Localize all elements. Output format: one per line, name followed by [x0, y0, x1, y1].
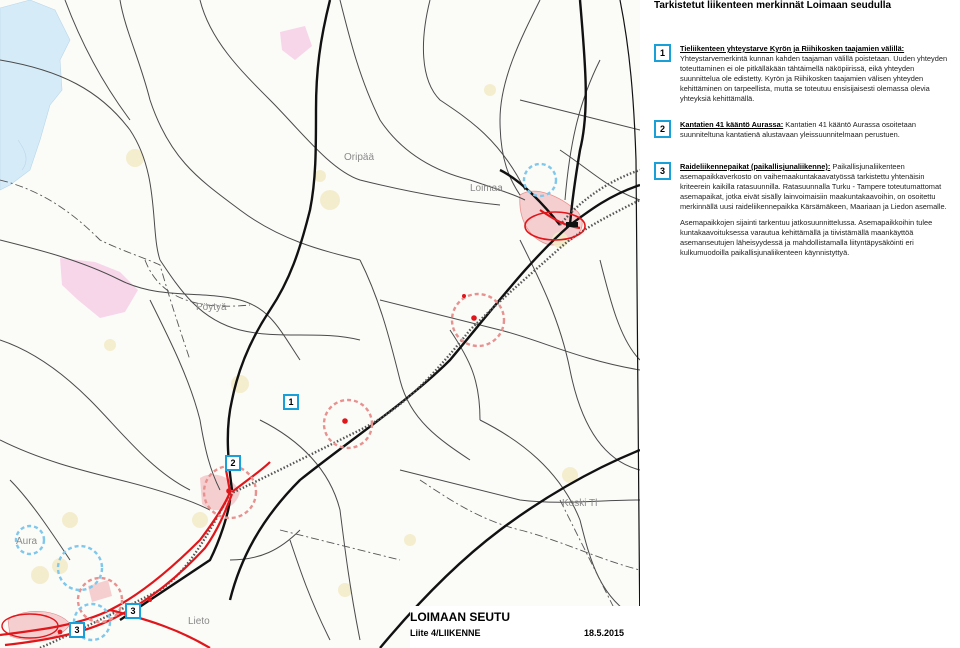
place-label-oripaa: Oripää [344, 152, 375, 163]
entry-text-3 [680, 162, 956, 264]
entry-body-1b: Kyrön ja Riihikosken taajamien välisen yhteyden kehittäminen on tarpeellista, mutta se toteutuu ensisijaisesti olemassa olevia yhteyksiä kehittämällä. [680, 74, 930, 103]
entry-3 [654, 162, 954, 272]
entry-heading-1: Tieliikenteen yhteystarve Kyrön ja Riihikosken taajamien välillä: [680, 44, 905, 53]
place-label-lieto: Lieto [188, 616, 210, 627]
entry-heading-2: Kantatien 41 kääntö Aurassa: [680, 120, 784, 129]
place-label-loimaa: Loimaa [470, 183, 503, 194]
entry-text-1 [680, 44, 956, 110]
panel-title: Tarkistetut liikenteen merkinnät Loimaan seudulla [654, 0, 892, 11]
entry-body-1a: Yhteystarvemerkintä kunnan kahden taajaman välillä poistetaan. Uuden yhteyden toteuttaminen ei ole pitkälläkään tähtäimellä näköpiirissä, eikä yhteyden suunnittelua ole edistetty. [680, 54, 948, 83]
map-marker-1[interactable]: 1 [283, 394, 299, 410]
entry-2 [654, 120, 954, 160]
map-marker-3a[interactable]: 3 [125, 603, 141, 619]
map-title: LOIMAAN SEUTU [410, 610, 510, 624]
place-label-poytya: Pöytyä [196, 302, 227, 313]
map-subtitle: Liite 4/LIIKENNE [410, 628, 481, 638]
map-title-block [410, 606, 642, 648]
legend-panel [640, 0, 960, 648]
place-label-koski: Koski Tl [562, 498, 598, 509]
entry-badge-2: 2 [654, 120, 671, 138]
place-label-aura: Aura [16, 536, 38, 547]
entry-body-2: Kantatien 41 kääntö Aurassa osoitetaan suunniteltuna kantatienä alustavaan yleissuunnitelmaan perustuen. [680, 120, 916, 139]
entry-1 [654, 44, 954, 124]
entry-body-3a: Paikallisjunaliikenteen asemapaikkaverkosto on vaihemaakuntakaavatyössä tarkistettu yhtenäisin kriteerein kaikilla ratasuunnilla. Ratasuunnalla Turku - Tampere toteutumattomat asemapaikat, jotka eivät sisälly lainvoimaisiin maakuntakaavoihin, on osoitettu merkinnällä uusi raideliikennepaikka Kärsämäkeen, Maariaan ja Liedon asemalle. [680, 162, 947, 211]
map-date: 18.5.2015 [584, 628, 625, 638]
map-marker-3b[interactable]: 3 [69, 622, 85, 638]
entry-text-2 [680, 120, 956, 146]
entry-body-3b: Asemapaikkojen sijainti tarkentuu jatkosuunnittelussa. Asemapaikkoihin tulee kuntakaavoituksessa varautua kehittämällä ja tiivistämällä maankäyttöä asemanseutujen läheisyydessä ja mahdollistamalla liityntäpysäköinti eri kulkumuodoilla paikallisjunaliikenteen käynnistyttyä. [680, 218, 933, 257]
station-icon [566, 222, 578, 227]
entry-heading-3: Raideliikennepaikat (paikallisjunaliikenne): [680, 162, 831, 171]
entry-badge-3: 3 [654, 162, 671, 180]
entry-badge-1: 1 [654, 44, 671, 62]
map-marker-2[interactable]: 2 [225, 455, 241, 471]
